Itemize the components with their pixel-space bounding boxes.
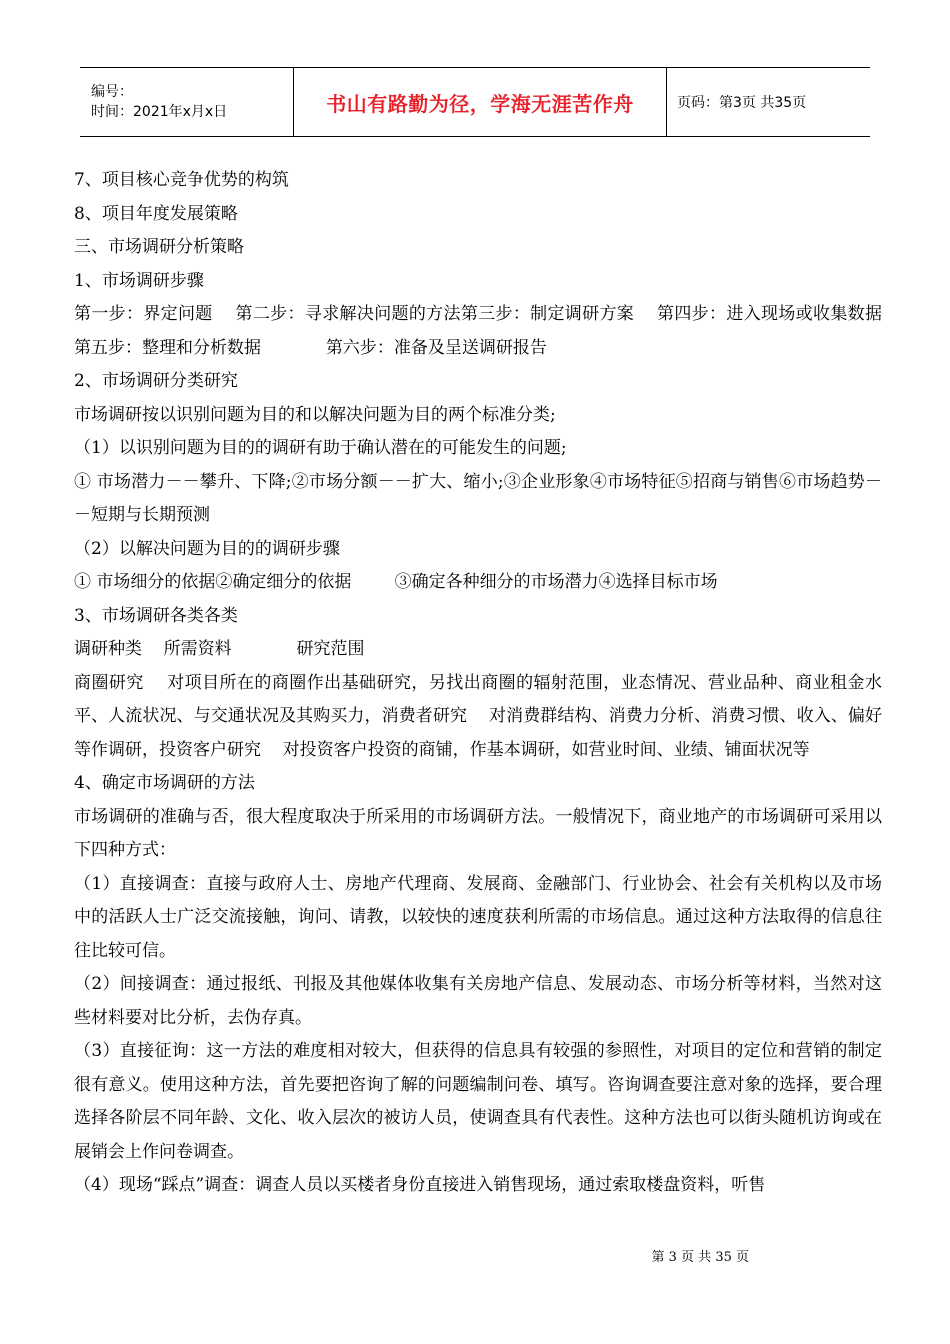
header-page-code: 页码：第3页 共35页	[667, 68, 871, 137]
document-body	[74, 164, 915, 1203]
paragraph: 1、市场调研步骤	[74, 270, 204, 291]
paragraph: ① 市场细分的依据②确定细分的依据 ③确定各种细分的市场潜力④选择目标市场	[74, 572, 718, 592]
page-header	[80, 67, 870, 137]
header-meta	[80, 68, 294, 137]
page-footer	[0, 1246, 950, 1265]
paragraph: 市场调研的准确与否，很大程度取决于所采用的市场调研方法。一般情况下，商业地产的市场调研可采用以下四种方式：	[74, 806, 882, 860]
paragraph: （4）现场“踩点”调查：调查人员以买楼者身份直接进入销售现场，通过索取楼盘资料，听售	[74, 1175, 766, 1195]
paragraph: 商圈研究 对项目所在的商圈作出基础研究，另找出商圈的辐射范围，业态情况、营业品种、商业租金水平、人流状况、与交通状况及其购买力，消费者研究 对消费群结构、消费力分析、消费习惯、收入、偏好等作调研，投资客户研究 对投资客户投资的商铺，作基本调研，如营业时间、业绩、铺面状况等	[74, 672, 882, 760]
paragraph: ① 市场潜力－－攀升、下降;②市场分额－－扩大、缩小;③企业形象④市场特征⑤招商与销售⑥市场趋势－－短期与长期预测	[74, 471, 882, 525]
paragraph: （1）以识别问题为目的的调研有助于确认潜在的可能发生的问题;	[74, 438, 567, 458]
paragraph: （2）以解决问题为目的的调研步骤	[74, 538, 340, 559]
paragraph: （1）直接调查：直接与政府人士、房地产代理商、发展商、金融部门、行业协会、社会有关机构以及市场中的活跃人士广泛交流接触，询问、请教，以较快的速度获利所需的市场信息。通过这种方法取得的信息往往比较可信。	[74, 873, 882, 961]
header-time-label: 时间：2021年x月x日	[91, 104, 228, 120]
paragraph: 第一步：界定问题 第二步：寻求解决问题的方法第三步：制定调研方案 第四步：进入现场或收集数据 第五步：整理和分析数据 第六步：准备及呈送调研报告	[74, 304, 915, 358]
paragraph: （3）直接征询：这一方法的难度相对较大，但获得的信息具有较强的参照性，对项目的定位和营销的制定很有意义。使用这种方法，首先要把咨询了解的问题编制问卷、填写。咨询调查要注意对象的选择，要合理选择各阶层不同年龄、文化、收入层次的被访人员，使调查具有代表性。这种方法也可以街头随机访询或在展销会上作问卷调查。	[74, 1041, 882, 1162]
paragraph: 调研种类 所需资料 研究范围	[74, 639, 365, 659]
paragraph: 8、项目年度发展策略	[74, 203, 238, 224]
paragraph: 市场调研按以识别问题为目的和以解决问题为目的两个标准分类;	[74, 404, 556, 425]
paragraph: 3、市场调研各类各类	[74, 605, 238, 626]
header-number-label: 编号：	[91, 84, 133, 100]
paragraph: 2、市场调研分类研究	[74, 371, 238, 391]
paragraph: 7、项目核心竞争优势的构筑	[74, 170, 289, 190]
paragraph: （2）间接调查：通过报纸、刊报及其他媒体收集有关房地产信息、发展动态、市场分析等材料，当然对这些材料要对比分析，去伪存真。	[74, 974, 882, 1028]
paragraph: 4、确定市场调研的方法	[74, 773, 255, 793]
section-heading: 三、市场调研分析策略	[74, 237, 244, 257]
footer-page-number: 第 3 页 共 35 页	[651, 1250, 749, 1265]
header-motto: 书山有路勤为径，学海无涯苦作舟	[294, 68, 667, 137]
